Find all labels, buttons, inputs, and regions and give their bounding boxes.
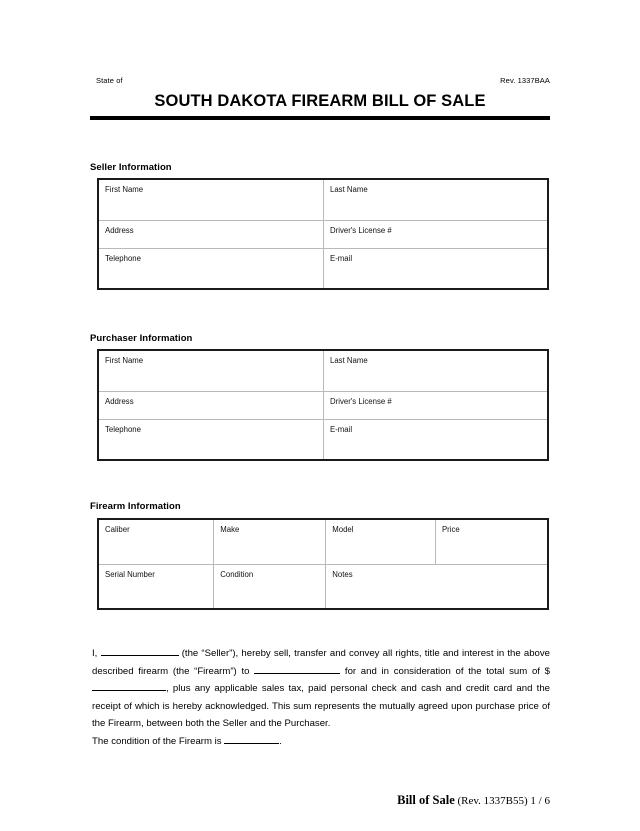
firearm-condition-cell[interactable]: Condition [213, 565, 325, 608]
purchaser-address-cell[interactable]: Address [105, 397, 134, 406]
page-title: SOUTH DAKOTA FIREARM BILL OF SALE [154, 92, 486, 110]
firearm-section-heading: Firearm Information [90, 501, 181, 512]
table-row [99, 220, 547, 248]
header-revision: Rev. 1337BAA [500, 76, 550, 85]
condition-text-2: . [279, 736, 282, 747]
footer-label: Bill of Sale [397, 793, 455, 807]
sum-amount-blank[interactable] [92, 690, 166, 691]
table-row [99, 419, 547, 459]
table-row [99, 564, 547, 608]
firearm-make-cell[interactable]: Make [213, 520, 325, 564]
purchaser-email-cell[interactable]: E-mail [323, 420, 547, 459]
paragraph-text-2: (the “Seller”), hereby sell, transfer and convey all rights, title and interest in the above described firearm (the “Firearm”) to [92, 648, 551, 677]
firearm-condition-blank[interactable] [224, 743, 279, 744]
firearm-caliber-cell[interactable]: Caliber [105, 525, 130, 534]
seller-section-heading: Seller Information [90, 162, 172, 173]
footer-revision: (Rev. 1337B55) 1 / 6 [454, 795, 550, 807]
seller-information-table [97, 178, 549, 290]
paragraph-text-3: for and in consideration of the total sum of $ [340, 665, 550, 677]
seller-drivers-license-cell[interactable]: Driver's License # [323, 221, 547, 248]
firearm-model-cell[interactable]: Model [325, 520, 435, 564]
purchaser-name-blank[interactable] [254, 673, 340, 674]
seller-last-name-cell[interactable]: Last Name [323, 180, 547, 220]
seller-first-name-cell[interactable]: First Name [105, 185, 144, 194]
paragraph-text-4: , plus any applicable sales tax, paid personal check and cash and credit card and the receipt of which is hereby acknowledged. This sum represents the mutually agreed upon purchase price of the Firearm, between both the Seller and the Purchaser. [92, 683, 550, 729]
seller-email-cell[interactable]: E-mail [323, 249, 547, 288]
seller-telephone-cell[interactable]: Telephone [105, 254, 141, 263]
document-footer [0, 793, 550, 808]
table-row [99, 351, 547, 391]
purchaser-information-table [97, 349, 549, 461]
purchaser-last-name-cell[interactable]: Last Name [323, 351, 547, 391]
seller-address-cell[interactable]: Address [105, 226, 134, 235]
purchaser-drivers-license-cell[interactable]: Driver's License # [323, 392, 547, 419]
firearm-serial-number-cell[interactable]: Serial Number [105, 570, 155, 579]
paragraph-text-1: I, [92, 648, 101, 659]
condition-text-1: The condition of the Firearm is [92, 736, 225, 747]
document-header [90, 76, 550, 120]
firearm-notes-cell[interactable]: Notes [325, 565, 547, 608]
table-row [99, 391, 547, 419]
purchaser-section-heading: Purchaser Information [90, 333, 193, 344]
firearm-information-table [97, 518, 549, 610]
seller-name-blank[interactable] [101, 655, 179, 656]
firearm-price-cell[interactable]: Price [435, 520, 547, 564]
header-meta-row [90, 76, 550, 86]
purchaser-first-name-cell[interactable]: First Name [105, 356, 144, 365]
purchaser-telephone-cell[interactable]: Telephone [105, 425, 141, 434]
condition-paragraph [92, 733, 550, 751]
title-divider [90, 116, 550, 120]
state-label: State of [96, 76, 123, 85]
table-row [99, 180, 547, 220]
conveyance-paragraph [92, 645, 550, 733]
table-row [99, 248, 547, 288]
table-row [99, 520, 547, 564]
